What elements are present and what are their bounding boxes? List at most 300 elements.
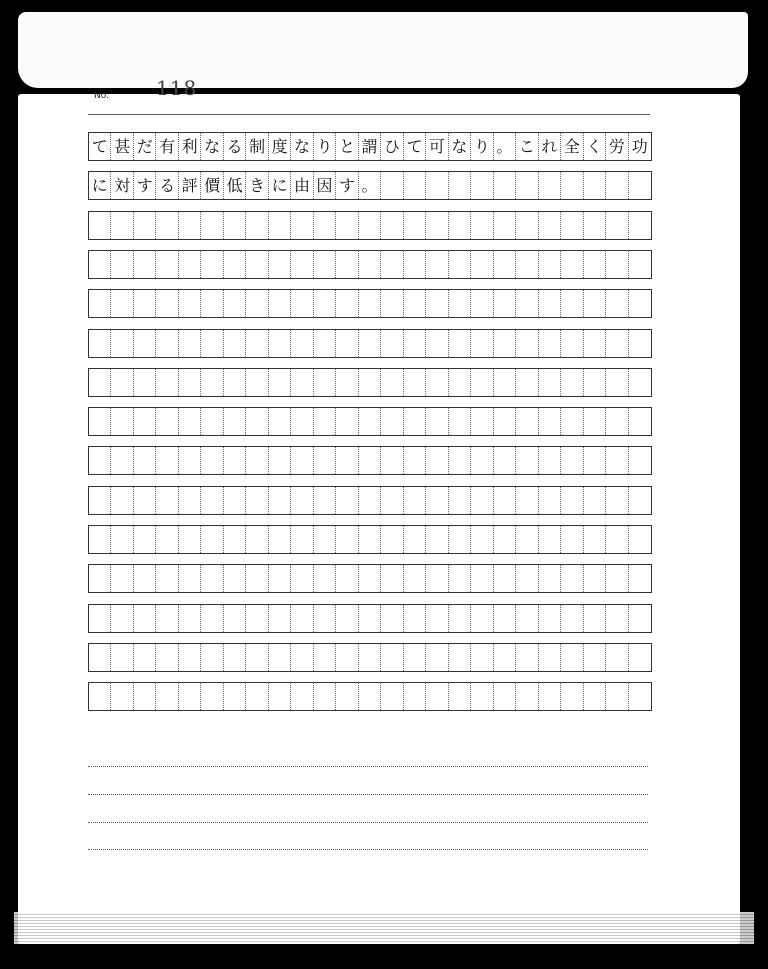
- manuscript-cell: [134, 330, 156, 357]
- manuscript-cell: [224, 605, 246, 632]
- manuscript-cell: [89, 290, 111, 317]
- manuscript-cell: [111, 644, 133, 671]
- manuscript-cell: [381, 447, 403, 474]
- manuscript-cell: [629, 526, 651, 553]
- manuscript-cell: [539, 526, 561, 553]
- manuscript-cell: [606, 369, 628, 396]
- manuscript-cell: [516, 487, 538, 514]
- manuscript-cell: [359, 408, 381, 435]
- manuscript-cell: [111, 565, 133, 592]
- manuscript-cell: [494, 172, 516, 199]
- manuscript-cell: 評: [179, 172, 201, 199]
- manuscript-cell: [291, 251, 313, 278]
- manuscript-cell: [291, 369, 313, 396]
- manuscript-cell: [629, 330, 651, 357]
- manuscript-cell: [111, 447, 133, 474]
- manuscript-row: [88, 368, 652, 397]
- manuscript-cell: [584, 447, 606, 474]
- manuscript-cell: [156, 605, 178, 632]
- manuscript-cell: [516, 408, 538, 435]
- manuscript-cell: [179, 251, 201, 278]
- manuscript-cell: [246, 447, 268, 474]
- manuscript-cell: [404, 487, 426, 514]
- manuscript-cell: [201, 526, 223, 553]
- manuscript-cell: [179, 290, 201, 317]
- manuscript-cell: [111, 605, 133, 632]
- manuscript-cell: [561, 251, 583, 278]
- manuscript-cell: [291, 290, 313, 317]
- manuscript-cell: [629, 251, 651, 278]
- manuscript-cell: [111, 330, 133, 357]
- manuscript-cell: [111, 251, 133, 278]
- manuscript-cell: [584, 251, 606, 278]
- manuscript-cell: [359, 251, 381, 278]
- manuscript-cell: [404, 369, 426, 396]
- manuscript-cell: [134, 212, 156, 239]
- manuscript-cell: [381, 605, 403, 632]
- manuscript-cell: [629, 487, 651, 514]
- manuscript-cell: [449, 487, 471, 514]
- manuscript-cell: [336, 605, 358, 632]
- manuscript-cell: [449, 565, 471, 592]
- manuscript-cell: [314, 683, 336, 710]
- manuscript-cell: [111, 408, 133, 435]
- manuscript-cell: [449, 330, 471, 357]
- manuscript-cell: [314, 212, 336, 239]
- manuscript-cell: [89, 526, 111, 553]
- manuscript-cell: [246, 565, 268, 592]
- manuscript-cell: [201, 605, 223, 632]
- manuscript-cell: 有: [156, 133, 178, 160]
- manuscript-cell: [179, 565, 201, 592]
- ruled-line: [88, 849, 648, 850]
- manuscript-row: [88, 211, 652, 240]
- manuscript-cell: [269, 683, 291, 710]
- manuscript-cell: [156, 526, 178, 553]
- manuscript-cell: [561, 212, 583, 239]
- manuscript-cell: [426, 605, 448, 632]
- manuscript-cell: [314, 565, 336, 592]
- manuscript-cell: [359, 330, 381, 357]
- manuscript-cell: [471, 487, 493, 514]
- manuscript-cell: [314, 369, 336, 396]
- manuscript-cell: [404, 408, 426, 435]
- manuscript-cell: [134, 290, 156, 317]
- ruled-line: [88, 794, 648, 795]
- manuscript-cell: [584, 487, 606, 514]
- manuscript-cell: て: [404, 133, 426, 160]
- manuscript-cell: [201, 447, 223, 474]
- manuscript-cell: [584, 683, 606, 710]
- manuscript-cell: [404, 330, 426, 357]
- manuscript-cell: [494, 290, 516, 317]
- manuscript-cell: [561, 526, 583, 553]
- manuscript-cell: [201, 565, 223, 592]
- manuscript-cell: [314, 447, 336, 474]
- manuscript-cell: [471, 290, 493, 317]
- manuscript-cell: [381, 290, 403, 317]
- manuscript-cell: [606, 212, 628, 239]
- manuscript-cell: 由: [291, 172, 313, 199]
- manuscript-cell: て: [89, 133, 111, 160]
- manuscript-cell: [381, 251, 403, 278]
- manuscript-cell: [539, 644, 561, 671]
- manuscript-cell: る: [224, 133, 246, 160]
- manuscript-cell: [224, 330, 246, 357]
- manuscript-cell: [494, 683, 516, 710]
- manuscript-row: [88, 682, 652, 711]
- manuscript-cell: [606, 408, 628, 435]
- manuscript-cell: [359, 683, 381, 710]
- manuscript-cell: [336, 251, 358, 278]
- manuscript-cell: 対: [111, 172, 133, 199]
- manuscript-cell: [336, 487, 358, 514]
- manuscript-cell: な: [291, 133, 313, 160]
- manuscript-cell: り: [314, 133, 336, 160]
- manuscript-cell: [134, 644, 156, 671]
- manuscript-cell: [404, 644, 426, 671]
- manuscript-cell: [426, 644, 448, 671]
- manuscript-cell: [561, 487, 583, 514]
- manuscript-cell: [336, 683, 358, 710]
- manuscript-cell: [606, 487, 628, 514]
- manuscript-cell: [494, 369, 516, 396]
- manuscript-cell: [224, 212, 246, 239]
- manuscript-cell: [561, 644, 583, 671]
- manuscript-cell: [359, 644, 381, 671]
- manuscript-cell: [246, 644, 268, 671]
- manuscript-cell: [561, 408, 583, 435]
- manuscript-cell: [201, 251, 223, 278]
- manuscript-cell: [359, 290, 381, 317]
- manuscript-cell: [471, 447, 493, 474]
- manuscript-cell: [426, 212, 448, 239]
- manuscript-cell: [246, 408, 268, 435]
- manuscript-cell: [179, 487, 201, 514]
- manuscript-cell: [179, 408, 201, 435]
- manuscript-cell: [426, 369, 448, 396]
- manuscript-cell: [336, 408, 358, 435]
- manuscript-cell: [201, 212, 223, 239]
- manuscript-cell: [314, 408, 336, 435]
- manuscript-cell: [224, 683, 246, 710]
- previous-page-strip: [18, 12, 748, 88]
- manuscript-cell: [201, 683, 223, 710]
- manuscript-row: [88, 329, 652, 358]
- manuscript-cell: [471, 683, 493, 710]
- manuscript-cell: に: [269, 172, 291, 199]
- manuscript-cell: [179, 644, 201, 671]
- manuscript-cell: [494, 447, 516, 474]
- manuscript-cell: [336, 290, 358, 317]
- manuscript-cell: [201, 369, 223, 396]
- manuscript-cell: [471, 644, 493, 671]
- manuscript-cell: [381, 487, 403, 514]
- manuscript-cell: [291, 605, 313, 632]
- manuscript-cell: [246, 369, 268, 396]
- manuscript-cell: [156, 290, 178, 317]
- manuscript-cell: [404, 251, 426, 278]
- manuscript-cell: [404, 172, 426, 199]
- manuscript-cell: 甚: [111, 133, 133, 160]
- manuscript-cell: [224, 565, 246, 592]
- manuscript-cell: [179, 605, 201, 632]
- page-number-label: No.: [94, 91, 109, 101]
- manuscript-cell: [269, 526, 291, 553]
- manuscript-cell: [426, 408, 448, 435]
- manuscript-cell: [539, 212, 561, 239]
- manuscript-cell: [449, 369, 471, 396]
- manuscript-cell: [156, 330, 178, 357]
- manuscript-cell: 功: [631, 136, 648, 156]
- manuscript-cell: [449, 251, 471, 278]
- manuscript-sheet: [18, 76, 740, 944]
- manuscript-cell: [404, 526, 426, 553]
- manuscript-cell: [269, 644, 291, 671]
- stacked-page-edges: [14, 912, 754, 944]
- manuscript-cell: [584, 605, 606, 632]
- manuscript-cell: [584, 526, 606, 553]
- manuscript-cell: [381, 212, 403, 239]
- manuscript-cell: [494, 251, 516, 278]
- manuscript-cell: [606, 644, 628, 671]
- manuscript-cell: [449, 172, 471, 199]
- manuscript-cell: る: [156, 172, 178, 199]
- manuscript-cell: [89, 369, 111, 396]
- manuscript-cell: 可: [426, 133, 448, 160]
- manuscript-cell: [269, 330, 291, 357]
- manuscript-cell: [449, 212, 471, 239]
- manuscript-cell: [314, 526, 336, 553]
- ruled-line: [88, 822, 648, 823]
- manuscript-cell: [516, 212, 538, 239]
- manuscript-cell: [539, 683, 561, 710]
- manuscript-cell: [89, 487, 111, 514]
- manuscript-cell: [89, 251, 111, 278]
- manuscript-cell: [314, 644, 336, 671]
- manuscript-cell: き: [246, 172, 268, 199]
- manuscript-cell: [494, 408, 516, 435]
- manuscript-cell: [269, 369, 291, 396]
- manuscript-cell: 制: [246, 133, 268, 160]
- manuscript-cell: [561, 683, 583, 710]
- manuscript-cell: [449, 447, 471, 474]
- manuscript-cell: [539, 369, 561, 396]
- manuscript-cell: [494, 644, 516, 671]
- manuscript-cell: [584, 408, 606, 435]
- manuscript-cell: [629, 565, 651, 592]
- manuscript-cell: [246, 683, 268, 710]
- manuscript-cell: [606, 447, 628, 474]
- manuscript-cell: [291, 487, 313, 514]
- manuscript-cell: [269, 487, 291, 514]
- manuscript-cell: [449, 290, 471, 317]
- manuscript-cell: [381, 526, 403, 553]
- manuscript-cell: [156, 565, 178, 592]
- manuscript-cell: 度: [269, 133, 291, 160]
- manuscript-cell: [516, 172, 538, 199]
- manuscript-cell: [246, 487, 268, 514]
- manuscript-cell: [134, 526, 156, 553]
- manuscript-cell: [584, 330, 606, 357]
- manuscript-row: [88, 643, 652, 672]
- manuscript-cell: [494, 605, 516, 632]
- manuscript-cell: [336, 212, 358, 239]
- manuscript-cell: [269, 251, 291, 278]
- manuscript-row: [88, 525, 652, 554]
- manuscript-cell: [359, 565, 381, 592]
- manuscript-cell: れ: [539, 133, 561, 160]
- manuscript-cell: [449, 683, 471, 710]
- manuscript-cell: [224, 447, 246, 474]
- manuscript-cell: 。: [359, 172, 381, 199]
- manuscript-cell: [156, 251, 178, 278]
- manuscript-cell: [156, 408, 178, 435]
- manuscript-cell: [426, 526, 448, 553]
- manuscript-cell: [156, 644, 178, 671]
- manuscript-cell: [224, 408, 246, 435]
- manuscript-cell: [179, 526, 201, 553]
- manuscript-cell: [449, 644, 471, 671]
- manuscript-cell: [539, 172, 561, 199]
- manuscript-cell: ひ: [381, 133, 403, 160]
- manuscript-cell: [426, 330, 448, 357]
- manuscript-cell: 謂: [359, 133, 381, 160]
- manuscript-cell: す: [134, 172, 156, 199]
- manuscript-cell: [516, 330, 538, 357]
- manuscript-cell: [494, 212, 516, 239]
- manuscript-cell: [381, 330, 403, 357]
- manuscript-cell: [516, 605, 538, 632]
- manuscript-cell: [426, 290, 448, 317]
- manuscript-cell: [471, 565, 493, 592]
- manuscript-cell: な: [449, 133, 471, 160]
- manuscript-row: [88, 407, 652, 436]
- manuscript-cell: [449, 526, 471, 553]
- manuscript-cell: [111, 683, 133, 710]
- manuscript-cell: [179, 447, 201, 474]
- manuscript-cell: [359, 212, 381, 239]
- manuscript-cell: [314, 330, 336, 357]
- manuscript-cell: [629, 212, 651, 239]
- manuscript-cell: [381, 644, 403, 671]
- manuscript-cell: [606, 526, 628, 553]
- manuscript-cell: [224, 526, 246, 553]
- manuscript-cell: [516, 644, 538, 671]
- manuscript-cell: [494, 330, 516, 357]
- manuscript-cell: [134, 683, 156, 710]
- manuscript-cell: [629, 369, 651, 396]
- manuscript-cell: [426, 251, 448, 278]
- manuscript-cell: [134, 605, 156, 632]
- manuscript-cell: [269, 408, 291, 435]
- manuscript-cell: [629, 172, 651, 199]
- manuscript-cell: [539, 330, 561, 357]
- manuscript-cell: [426, 683, 448, 710]
- manuscript-cell: [516, 565, 538, 592]
- manuscript-cell: [539, 565, 561, 592]
- manuscript-row: [88, 132, 652, 161]
- manuscript-cell: [134, 408, 156, 435]
- manuscript-cell: [336, 330, 358, 357]
- manuscript-cell: [629, 290, 651, 317]
- manuscript-row: [88, 564, 652, 593]
- manuscript-cell: [516, 683, 538, 710]
- manuscript-cell: [471, 526, 493, 553]
- manuscript-cell: [359, 526, 381, 553]
- manuscript-cell: り: [471, 133, 493, 160]
- manuscript-cell: [516, 369, 538, 396]
- manuscript-cell: [404, 290, 426, 317]
- manuscript-cell: [89, 212, 111, 239]
- manuscript-row: [88, 171, 652, 200]
- manuscript-cell: [156, 212, 178, 239]
- manuscript-cell: [89, 447, 111, 474]
- manuscript-cell: [449, 605, 471, 632]
- manuscript-row: [88, 604, 652, 633]
- manuscript-cell: [179, 212, 201, 239]
- manuscript-cell: [426, 487, 448, 514]
- manuscript-cell: く: [584, 133, 606, 160]
- manuscript-cell: [381, 565, 403, 592]
- manuscript-cell: [584, 290, 606, 317]
- manuscript-cell: [494, 526, 516, 553]
- manuscript-cell: [179, 683, 201, 710]
- ruled-line: [88, 766, 648, 767]
- manuscript-cell: [134, 487, 156, 514]
- manuscript-cell: [201, 290, 223, 317]
- manuscript-cell: [539, 290, 561, 317]
- manuscript-cell: [539, 251, 561, 278]
- manuscript-cell: [629, 605, 651, 632]
- manuscript-cell: [291, 644, 313, 671]
- header-rule: [88, 114, 650, 115]
- manuscript-cell: [336, 369, 358, 396]
- manuscript-cell: [471, 605, 493, 632]
- manuscript-cell: [606, 290, 628, 317]
- manuscript-cell: [381, 683, 403, 710]
- manuscript-cell: [246, 605, 268, 632]
- manuscript-cell: [134, 565, 156, 592]
- manuscript-cell: [89, 644, 111, 671]
- manuscript-cell: [606, 330, 628, 357]
- manuscript-cell: [584, 212, 606, 239]
- manuscript-cell: [246, 526, 268, 553]
- manuscript-cell: [291, 526, 313, 553]
- manuscript-cell: [561, 290, 583, 317]
- manuscript-cell: な: [201, 133, 223, 160]
- manuscript-cell: [89, 683, 111, 710]
- page-number-value: 118: [156, 76, 198, 100]
- manuscript-cell: [561, 330, 583, 357]
- manuscript-cell: [561, 565, 583, 592]
- manuscript-row: [88, 446, 652, 475]
- manuscript-cell: [561, 605, 583, 632]
- manuscript-cell: [359, 487, 381, 514]
- manuscript-cell: [224, 487, 246, 514]
- manuscript-cell: [291, 565, 313, 592]
- manuscript-cell: [156, 487, 178, 514]
- manuscript-cell: 低: [224, 172, 246, 199]
- manuscript-cell: [584, 565, 606, 592]
- manuscript-cell: [291, 447, 313, 474]
- manuscript-cell: [111, 212, 133, 239]
- manuscript-cell: [224, 290, 246, 317]
- manuscript-cell: [269, 605, 291, 632]
- manuscript-cell: [359, 447, 381, 474]
- manuscript-cell: [404, 683, 426, 710]
- manuscript-cell: 價: [201, 172, 223, 199]
